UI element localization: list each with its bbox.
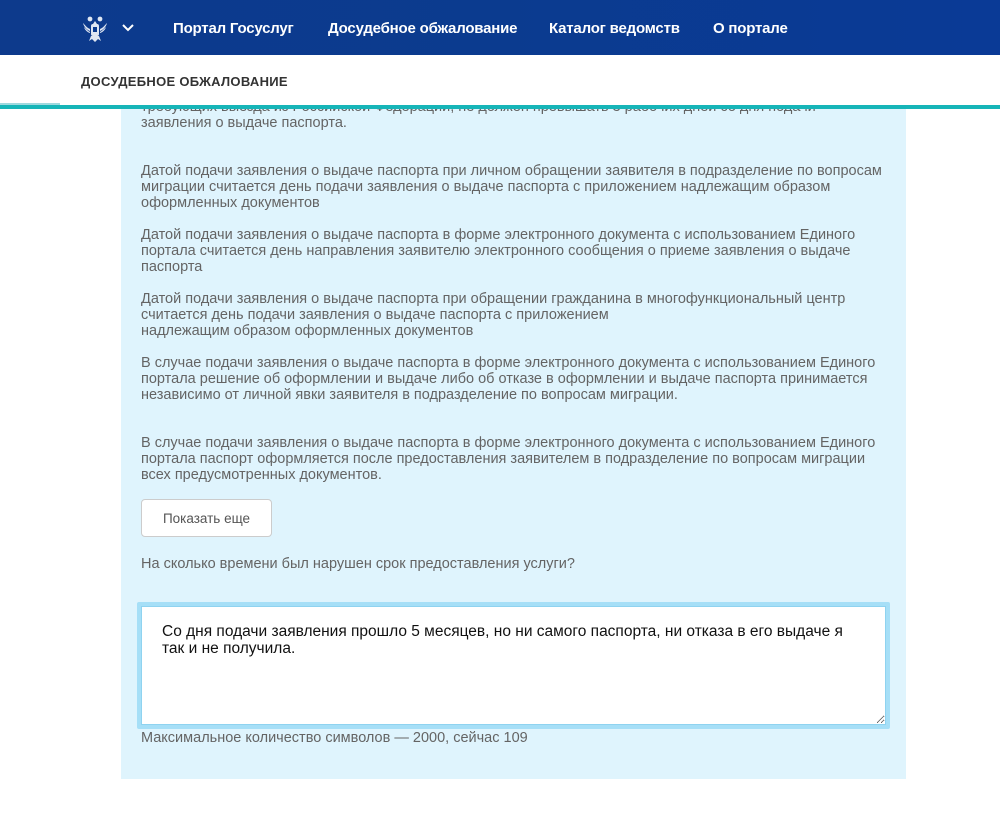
show-more-button[interactable]: Показать еще xyxy=(141,499,272,537)
accent-divider xyxy=(0,105,1000,109)
paragraph-personal-filing: Датой подачи заявления о выдаче паспорта при личном обращении заявителя в подразделение по вопросам миграции считается день подачи заявления о выдаче паспорта с приложением надлежащим образом оформленных документов xyxy=(141,163,882,211)
paragraph-issuance: В случае подачи заявления о выдаче паспорта в форме электронного документа с использованием Единого портала паспорт оформляется после предоставления заявителем в подразделение по вопросам миграции всех предусмотренных документов. xyxy=(141,435,876,483)
paragraph-decision: В случае подачи заявления о выдаче паспорта в форме электронного документа с использованием Единого портала решение об оформлении и выдаче либо об отказе в оформлении и выдаче паспорта принимается независимо от личной явки заявителя в подразделение по вопросам миграции. xyxy=(141,355,876,403)
truncated-paragraph: заявления о выдаче паспорта. xyxy=(141,115,347,131)
chevron-down-icon[interactable] xyxy=(121,21,135,35)
nav-item-about[interactable]: О портале xyxy=(713,20,788,37)
paragraph-mfc-filing: Датой подачи заявления о выдаче паспорта при обращении гражданина в многофункциональный центр считается день подачи заявления о выдаче паспорта с приложением надлежащим образом оформленных документов xyxy=(141,291,846,339)
answer-textarea[interactable] xyxy=(141,606,886,725)
coat-of-arms-icon[interactable] xyxy=(80,14,110,44)
question-label: На сколько времени был нарушен срок предоставления услуги? xyxy=(141,556,575,572)
character-counter: Максимальное количество символов — 2000, сейчас 109 xyxy=(141,730,528,746)
answer-focus-ring xyxy=(137,602,890,729)
nav-item-catalog[interactable]: Каталог ведомств xyxy=(549,20,680,37)
nav-item-portal[interactable]: Портал Госуслуг xyxy=(173,20,294,37)
nav-item-appeal[interactable]: Досудебное обжалование xyxy=(328,20,518,37)
paragraph-electronic-filing: Датой подачи заявления о выдаче паспорта в форме электронного документа с использованием Единого портала считается день направления заявителю электронного сообщения о приеме заявления о выдаче паспорта xyxy=(141,227,856,275)
top-navigation-bar xyxy=(0,0,1000,55)
section-title: ДОСУДЕБНОЕ ОБЖАЛОВАНИЕ xyxy=(81,74,288,89)
sub-header xyxy=(0,55,1000,105)
